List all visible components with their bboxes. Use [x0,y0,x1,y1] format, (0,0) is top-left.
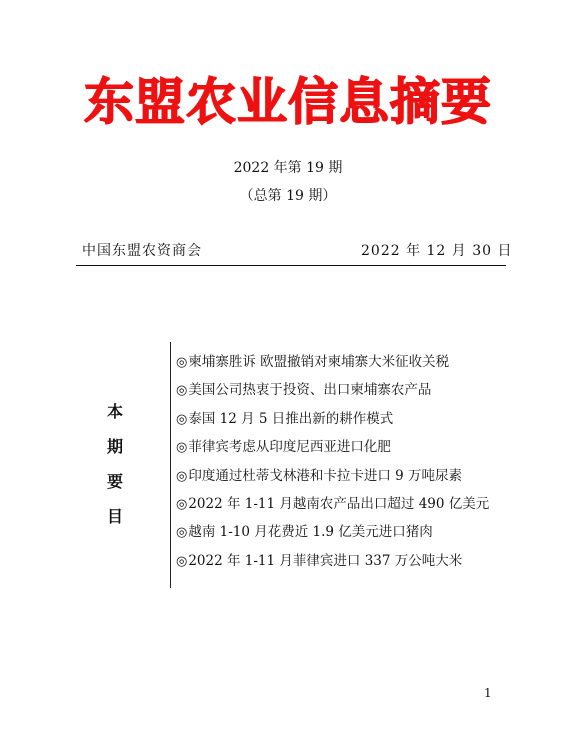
bullet-icon: ◎ [176,383,188,399]
toc-item [176,462,489,490]
toc-heading [103,394,127,534]
toc-item-text: 柬埔寨胜诉 欧盟撤销对柬埔寨大米征收关税 [188,354,450,370]
bullet-icon: ◎ [176,553,188,569]
toc-item [176,405,489,433]
bullet-icon: ◎ [176,525,188,541]
masthead-title: 东盟农业信息摘要 [84,73,492,131]
toc-item-text: 菲律宾考虑从印度尼西亚进口化肥 [188,439,391,456]
toc-item [176,433,489,461]
issue-number: 2022 年第 19 期 [233,160,343,176]
toc-item-text: 美国公司热衷于投资、出口柬埔寨农产品 [188,382,432,399]
toc-divider [170,342,171,588]
publisher-name: 中国东盟农资商会 [82,243,202,259]
toc-item [176,348,489,376]
toc-heading-char: 期 [106,437,123,456]
toc-list [176,348,489,575]
bullet-icon: ◎ [176,355,188,370]
bullet-icon: ◎ [176,496,188,512]
toc-item-text: 越南 1-10 月花费近 1.9 亿美元进口猪肉 [188,524,433,541]
toc-item-text: 2022 年 1-11 月菲律宾进口 337 万公吨大米 [188,552,463,569]
toc-item [176,547,489,575]
toc-item [176,518,489,546]
toc-item [176,376,489,404]
publish-date: 2022 年 12 月 30 日 [361,243,513,259]
bullet-icon: ◎ [176,411,188,427]
toc-heading-char: 本 [106,402,123,421]
issue-total: （总第 19 期） [239,188,337,204]
toc-heading-char: 目 [106,507,123,526]
bullet-icon: ◎ [176,440,188,456]
toc-item [176,490,489,518]
bullet-icon: ◎ [176,468,188,484]
toc-item-text: 印度通过杜蒂戈林港和卡拉卡进口 9 万吨尿素 [188,467,463,484]
page-number: 1 [484,686,492,700]
toc-item-text: 泰国 12 月 5 日推出新的耕作模式 [188,410,394,427]
toc-heading-char: 要 [106,472,123,491]
toc-item-text: 2022 年 1-11 月越南农产品出口超过 490 亿美元 [188,495,490,512]
header-rule [76,265,506,266]
